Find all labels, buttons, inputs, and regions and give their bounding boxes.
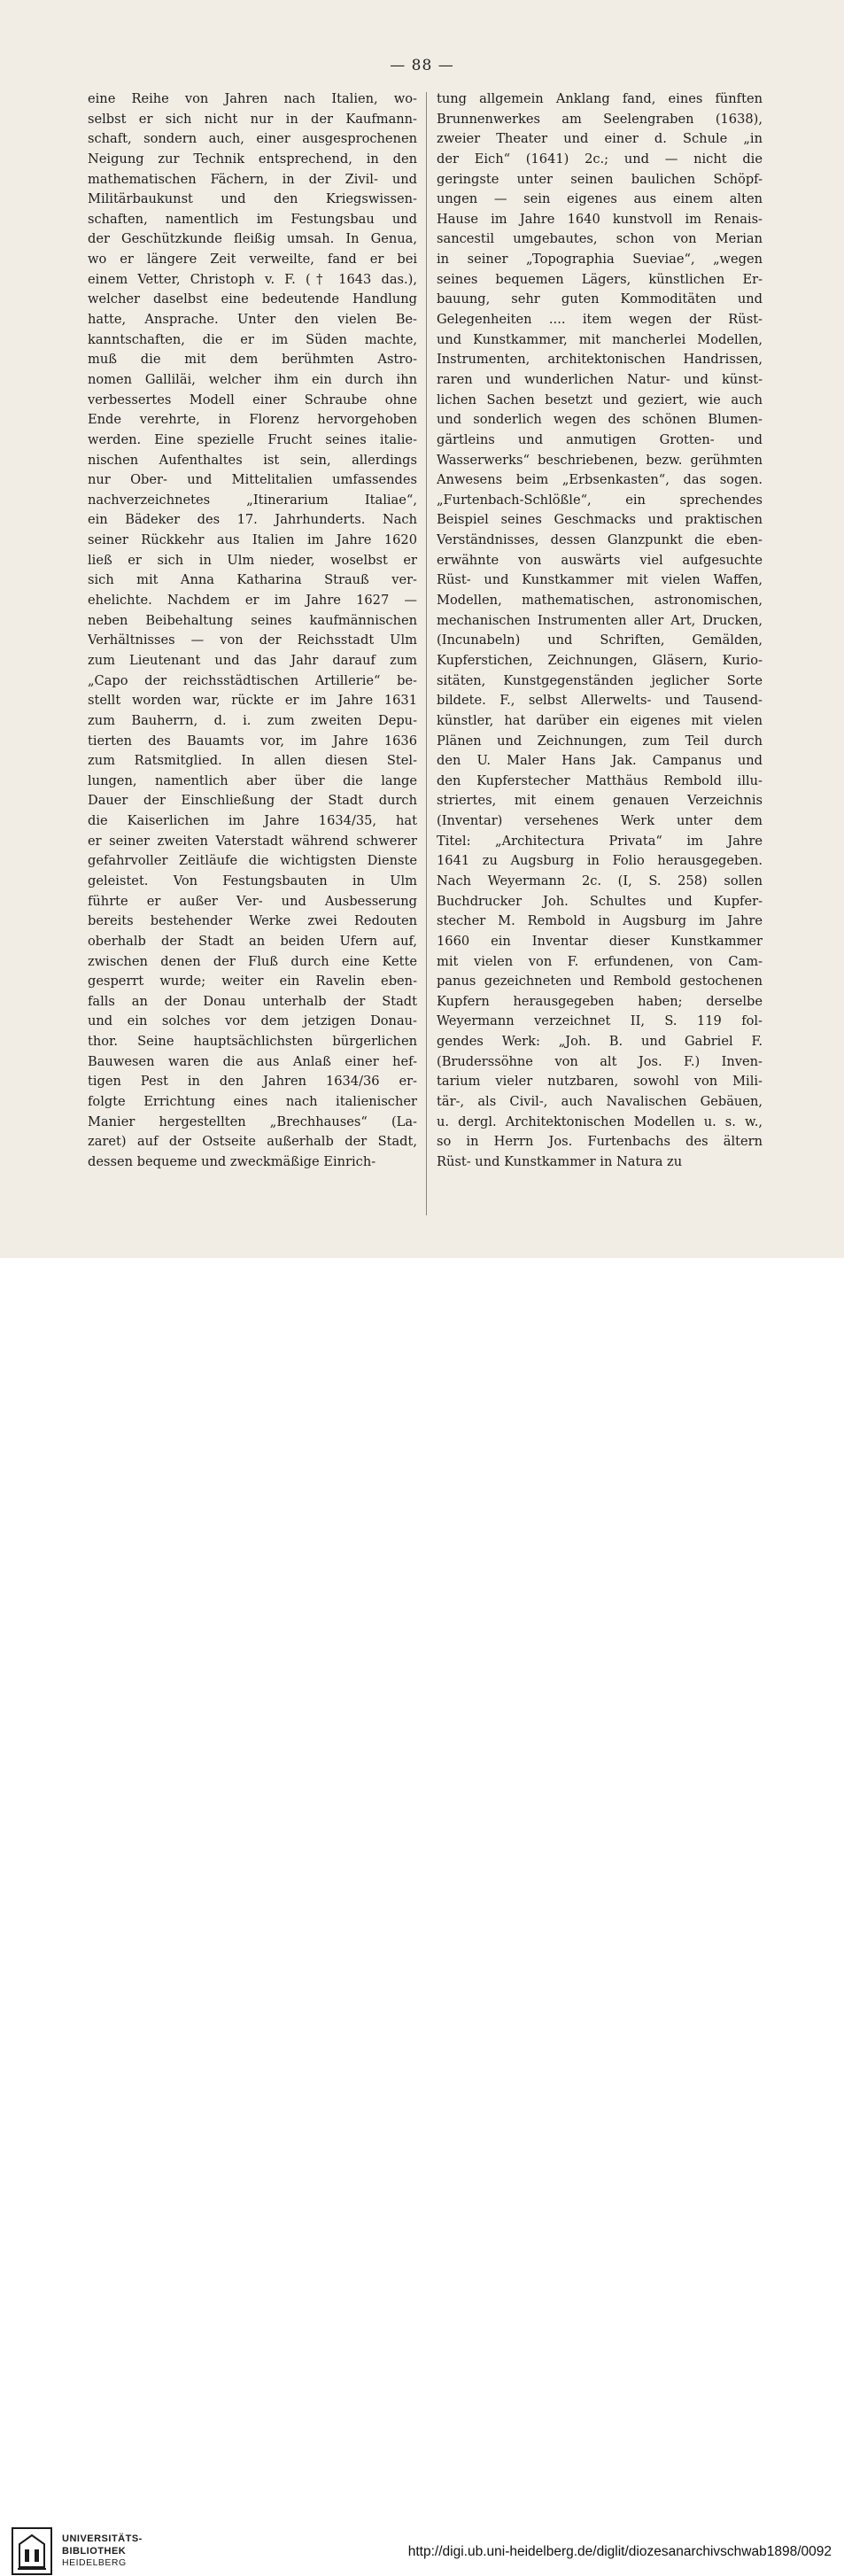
- text-line: tär-, als Civil-, auch Navalischen Gebäuen,: [437, 1094, 763, 1110]
- text-line: Instrumenten, architektonischen Handrissen,: [437, 352, 763, 368]
- text-line: geleistet. Von Festungsbauten in Ulm: [88, 873, 417, 888]
- text-line: mathematischen Fächern, in der Zivil- und: [88, 171, 417, 187]
- text-line: kanntschaften, die er im Süden machte,: [88, 331, 417, 347]
- text-line: schaften, namentlich im Festungsbau und: [88, 211, 417, 227]
- right-column: [437, 89, 763, 1173]
- text-line: Titel: „Architectura Privata“ im Jahre: [437, 833, 763, 849]
- text-line: werden. Eine spezielle Frucht seines italie-: [88, 431, 417, 447]
- text-line: Wasserwerks“ beschriebenen, bezw. gerühmten: [437, 452, 763, 468]
- text-line: zweier Theater und einer d. Schule „in: [437, 131, 763, 147]
- text-line: zaret) auf der Ostseite außerhalb der Stadt,: [88, 1134, 417, 1150]
- library-logo[interactable]: [11, 2526, 223, 2576]
- text-line: 1641 zu Augsburg in Folio herausgegeben.: [437, 853, 763, 869]
- text-line: Hause im Jahre 1640 kunstvoll im Renais-: [437, 211, 763, 227]
- text-line: der Eich“ (1641) 2c.; und — nicht die: [437, 151, 763, 167]
- library-seal-icon: [11, 2526, 53, 2576]
- text-line: nur Ober- und Mittelitalien umfassendes: [88, 472, 417, 488]
- text-line: „Capo der reichsstädtischen Artillerie“ be-: [88, 672, 417, 688]
- text-line: bildete. F., selbst Allerwelts- und Tausend-: [437, 693, 763, 709]
- text-line: neben Beibehaltung seines kaufmännischen: [88, 612, 417, 628]
- text-line: seines bequemen Lägers, künstlichen Er-: [437, 271, 763, 287]
- text-line: Weyermann verzeichnet II, S. 119 fol-: [437, 1013, 763, 1029]
- text-line: (Inventar) versehenes Werk unter dem: [437, 813, 763, 829]
- text-line: einem Vetter, Christoph v. F. († 1643 das.),: [88, 271, 417, 287]
- text-line: Kupferstichen, Zeichnungen, Gläsern, Kurio-: [437, 652, 763, 668]
- text-line: stellt worden war, rückte er im Jahre 1631: [88, 693, 417, 709]
- text-line: eine Reihe von Jahren nach Italien, wo-: [88, 91, 417, 106]
- text-line: bereits bestehender Werke zwei Redouten: [88, 913, 417, 929]
- column-divider: [426, 92, 427, 1215]
- text-line: und ein solches vor dem jetzigen Donau-: [88, 1013, 417, 1029]
- text-line: tierten des Bauamts vor, im Jahre 1636: [88, 733, 417, 749]
- text-line: wo er längere Zeit verweilte, fand er bei: [88, 252, 417, 268]
- text-line: u. dergl. Architektonischen Modellen u. s. w.,: [437, 1113, 763, 1129]
- text-line: stecher M. Rembold in Augsburg im Jahre: [437, 913, 763, 929]
- text-line: nischen Aufenthaltes ist sein, allerdings: [88, 452, 417, 468]
- text-line: lungen, namentlich aber über die lange: [88, 772, 417, 788]
- text-line: ehelichte. Nachdem er im Jahre 1627 —: [88, 593, 417, 609]
- text-line: Beispiel seines Geschmacks und praktischen: [437, 512, 763, 528]
- text-line: zum Bauherrn, d. i. zum zweiten Depu-: [88, 712, 417, 728]
- library-name: [62, 2533, 143, 2570]
- text-line: der Geschützkunde fleißig umsah. In Genua,: [88, 231, 417, 247]
- text-line: Militärbaukunst und den Kriegswissen-: [88, 191, 417, 207]
- left-column: [88, 89, 417, 1173]
- text-line: folgte Errichtung eines nach italienischer: [88, 1094, 417, 1110]
- text-line: den U. Maler Hans Jak. Campanus und: [437, 753, 763, 769]
- text-line: verbessertes Modell einer Schraube ohne: [88, 392, 417, 407]
- text-line: den Kupferstecher Matthäus Rembold illu-: [437, 772, 763, 788]
- text-line: Buchdrucker Joh. Schultes und Kupfer-: [437, 893, 763, 909]
- text-line: seiner Rückkehr aus Italien im Jahre 1620: [88, 532, 417, 548]
- text-line: erwähnte von auswärts viel aufgesuchte: [437, 552, 763, 568]
- text-line: so in Herrn Jos. Furtenbachs des ältern: [437, 1134, 763, 1150]
- text-line: mit vielen von F. erfundenen, von Cam-: [437, 953, 763, 969]
- scanned-page: [0, 0, 844, 1258]
- text-line: gendes Werk: „Joh. B. und Gabriel F.: [437, 1034, 763, 1050]
- text-line: ein Bädeker des 17. Jahrhunderts. Nach: [88, 512, 417, 528]
- text-line: striertes, mit einem genauen Verzeichnis: [437, 793, 763, 809]
- text-line: zum Ratsmitglied. In allen diesen Stel-: [88, 753, 417, 769]
- text-line: (Bruderssöhne von alt Jos. F.) Inven-: [437, 1053, 763, 1069]
- text-line: zwischen denen der Fluß durch eine Kette: [88, 953, 417, 969]
- text-line: mechanischen Instrumenten aller Art, Drucken,: [437, 612, 763, 628]
- text-line: ungen — sein eigenes aus einem alten: [437, 191, 763, 207]
- text-line: lichen Sachen besetzt und geziert, wie auch: [437, 392, 763, 407]
- viewer-footer: [0, 1258, 844, 2568]
- text-line: tigen Pest in den Jahren 1634/36 er-: [88, 1074, 417, 1090]
- text-line: Brunnenwerkes am Seelengraben (1638),: [437, 111, 763, 127]
- text-line: hatte, Ansprache. Unter den vielen Be-: [88, 312, 417, 328]
- text-line: selbst er sich nicht nur in der Kaufmann-: [88, 111, 417, 127]
- text-line: in seiner „Topographia Sueviae“, „wegen: [437, 252, 763, 268]
- text-line: Anwesens beim „Erbsenkasten“, das sogen.: [437, 472, 763, 488]
- text-line: tung allgemein Anklang fand, eines fünften: [437, 91, 763, 106]
- text-line: panus gezeichneten und Rembold gestochenen: [437, 974, 763, 989]
- library-name-line-1: UNIVERSITÄTS-: [62, 2533, 143, 2544]
- text-line: er seiner zweiten Vaterstadt während schwerer: [88, 833, 417, 849]
- text-line: Rüst- und Kunstkammer in Natura zu: [437, 1153, 683, 1169]
- text-line: Verständnisses, dessen Glanzpunkt die eben-: [437, 532, 763, 548]
- text-line: sancestil umgebautes, schon von Merian: [437, 231, 763, 247]
- text-line: schaft, sondern auch, einer ausgesprochenen: [88, 131, 417, 147]
- text-line: und sonderlich wegen des schönen Blumen-: [437, 412, 763, 428]
- text-line: welcher daselbst eine bedeutende Handlung: [88, 291, 417, 307]
- text-line: ließ er sich in Ulm nieder, woselbst er: [88, 552, 417, 568]
- text-line: Rüst- und Kunstkammer mit vielen Waffen,: [437, 572, 763, 588]
- text-line: dessen bequeme und zweckmäßige Einrich-: [88, 1153, 376, 1169]
- text-line: Ende verehrte, in Florenz hervorgehoben: [88, 412, 417, 428]
- text-line: nachverzeichnetes „Itinerarium Italiae“,: [88, 492, 417, 508]
- text-line: tarium vieler nutzbaren, sowohl von Mili-: [437, 1074, 763, 1090]
- text-line: gesperrt wurde; weiter ein Ravelin eben-: [88, 974, 417, 989]
- text-line: sitäten, Kunstgegenständen jeglicher Sorte: [437, 672, 763, 688]
- text-line: die Kaiserlichen im Jahre 1634/35, hat: [88, 813, 417, 829]
- text-line: Kupfern herausgegeben haben; derselbe: [437, 993, 763, 1009]
- text-line: Verhältnisses — von der Reichsstadt Ulm: [88, 632, 417, 648]
- text-line: 1660 ein Inventar dieser Kunstkammer: [437, 933, 763, 949]
- text-line: falls an der Donau unterhalb der Stadt: [88, 993, 417, 1009]
- text-line: Modellen, mathematischen, astronomischen,: [437, 593, 763, 609]
- text-line: geringste unter seinen baulichen Schöpf-: [437, 171, 763, 187]
- text-line: und Kunstkammer, mit mancherlei Modellen,: [437, 331, 763, 347]
- text-line: Neigung zur Technik entsprechend, in den: [88, 151, 417, 167]
- library-name-line-3: HEIDELBERG: [62, 2557, 127, 2568]
- text-line: nomen Galliläi, welcher ihm ein durch ihn: [88, 371, 417, 387]
- text-line: „Furtenbach-Schlößle“, ein sprechendes: [437, 492, 763, 508]
- text-line: Gelegenheiten .... item wegen der Rüst-: [437, 312, 763, 328]
- text-line: Manier hergestellten „Brechhauses“ (La-: [88, 1113, 417, 1129]
- page-url[interactable]: http://digi.ub.uni-heidelberg.de/diglit/diozesanarchivschwab1898/0092: [407, 2544, 832, 2559]
- library-name-line-2: BIBLIOTHEK: [62, 2545, 127, 2557]
- text-line: zum Lieutenant und das Jahr darauf zum: [88, 652, 417, 668]
- text-line: sich mit Anna Katharina Strauß ver-: [88, 572, 417, 588]
- text-line: muß die mit dem berühmten Astro-: [88, 352, 417, 368]
- text-line: gärtleins und anmutigen Grotten- und: [437, 431, 763, 447]
- text-line: künstler, hat darüber ein eigenes mit vielen: [437, 712, 763, 728]
- text-line: Plänen und Zeichnungen, zum Teil durch: [437, 733, 763, 749]
- text-line: thor. Seine hauptsächlichsten bürgerlichen: [88, 1034, 417, 1050]
- text-line: führte er außer Ver- und Ausbesserung: [88, 893, 417, 909]
- text-line: Nach Weyermann 2c. (I, S. 258) sollen: [437, 873, 763, 888]
- text-line: raren und wunderlichen Natur- und künst-: [437, 371, 763, 387]
- text-line: oberhalb der Stadt an beiden Ufern auf,: [88, 933, 417, 949]
- text-line: Bauwesen waren die aus Anlaß einer hef-: [88, 1053, 417, 1069]
- text-line: gefahrvoller Zeitläufe die wichtigsten Dienste: [88, 853, 417, 869]
- text-line: Dauer der Einschließung der Stadt durch: [88, 793, 417, 809]
- text-line: (Incunabeln) und Schriften, Gemälden,: [437, 632, 763, 648]
- text-line: bauung, sehr guten Kommoditäten und: [437, 291, 763, 307]
- page-number: — 88 —: [390, 57, 454, 74]
